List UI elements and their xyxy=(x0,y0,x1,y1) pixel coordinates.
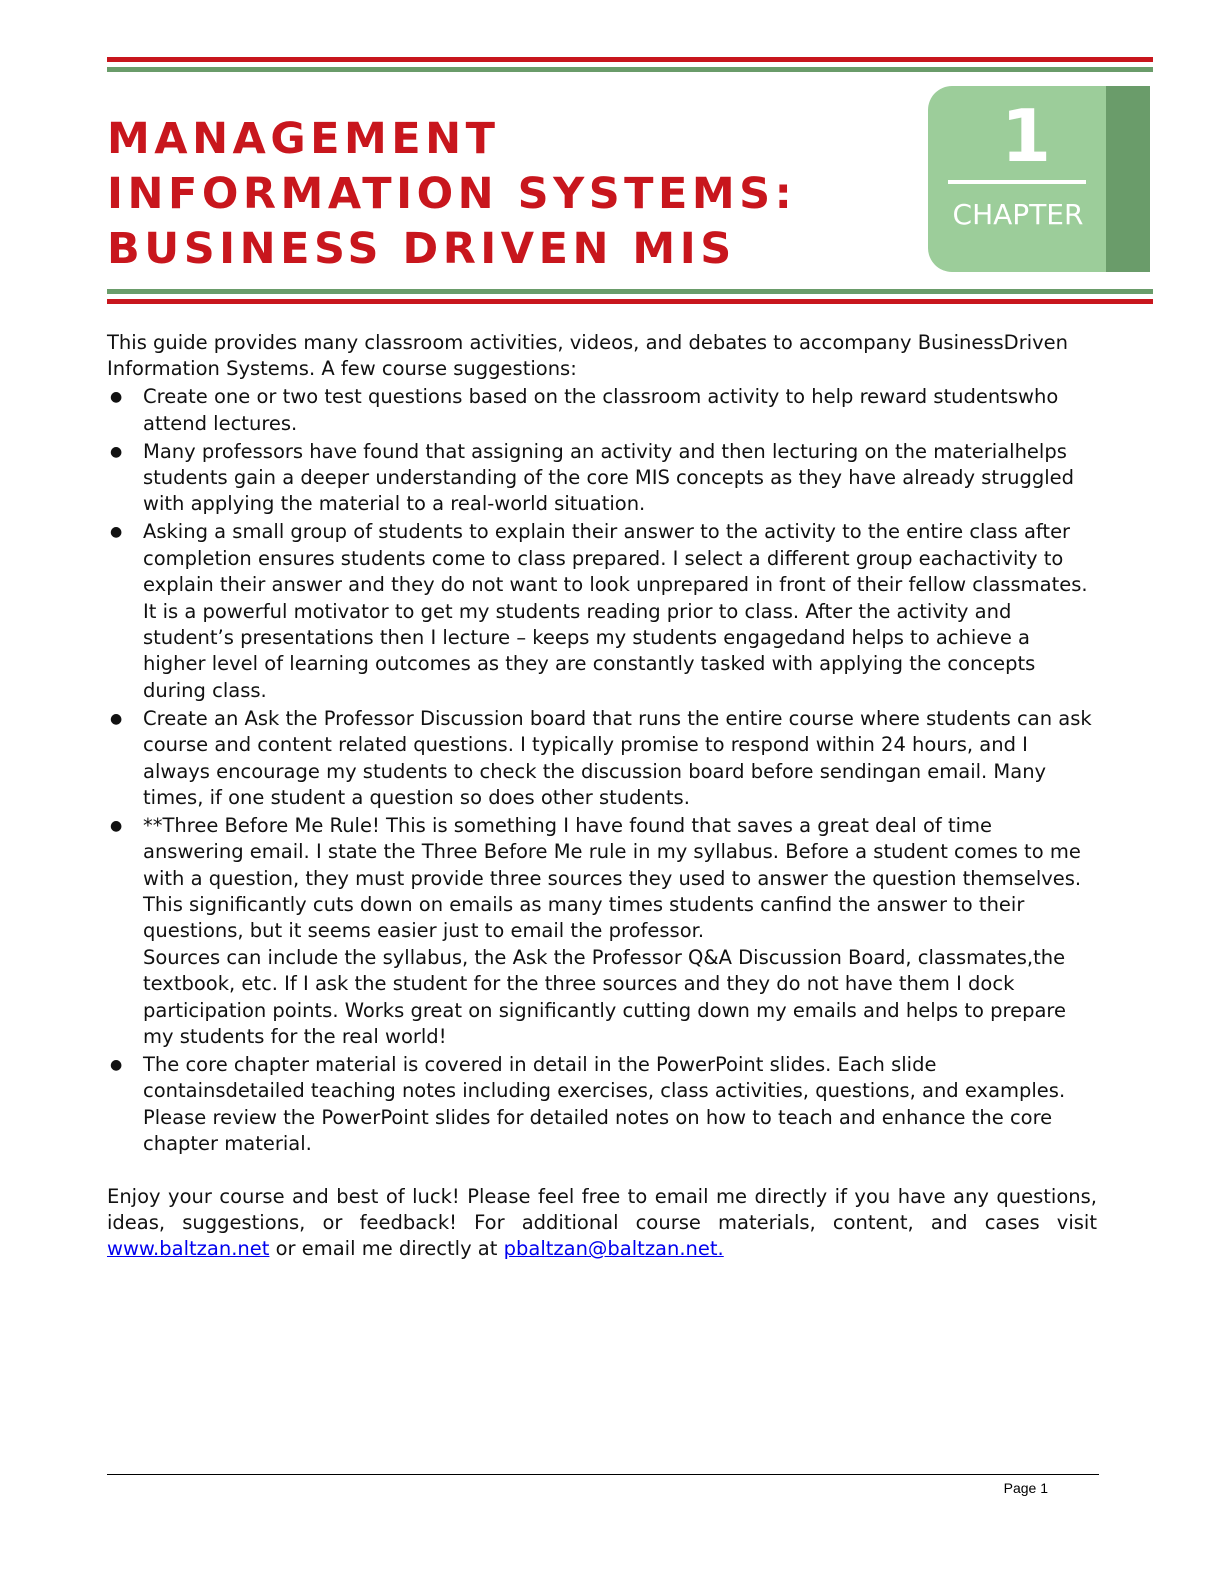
closing-text: Enjoy your course and best of luck! Please feel free to email me directly if you have any questions, ideas, suggestions, or feedback! For additional course materials, content, and cases visit xyxy=(107,1184,1097,1234)
list-item-text: **Three Before Me Rule! This is something I have found that saves a great deal of time answering email. I state the Three Before Me rule in my syllabus. Before a student comes to me with a question, they must provide three sources they used to answer the question themselves. This significantly cuts down on emails as many times students canfind the answer to their questions, but it seems easier just to email the professor. xyxy=(143,813,1082,943)
footer-divider xyxy=(107,1474,1099,1475)
chapter-badge-divider xyxy=(948,180,1086,184)
page-title xyxy=(107,112,796,277)
header-rule-red-bottom xyxy=(107,299,1153,304)
header-rule-red-top xyxy=(107,57,1153,62)
list-item-text: Create an Ask the Professor Discussion board that runs the entire course where students can ask course and content related questions. I typically promise to respond within 24 hours, and I always encourage my students to check the discussion board before sendingan email. Many times, if one student a question so does other students. xyxy=(143,706,1092,809)
title-line-1: MANAGEMENT xyxy=(107,114,500,164)
bullet-icon: ● xyxy=(110,1056,123,1073)
chapter-badge xyxy=(928,86,1150,272)
title-line-3: BUSINESS DRIVEN MIS xyxy=(107,224,736,274)
list-item xyxy=(107,813,1097,1051)
bullet-icon: ● xyxy=(110,817,123,834)
chapter-label: CHAPTER xyxy=(952,198,1084,231)
list-item xyxy=(107,1052,1097,1158)
closing-middle-text: or email me directly at xyxy=(269,1237,504,1261)
guide-body xyxy=(107,330,1097,1263)
header-rule-green-bottom xyxy=(107,289,1153,294)
chapter-number: 1 xyxy=(1000,94,1052,178)
intro-paragraph: This guide provides many classroom activities, videos, and debates to accompany BusinessDriven Information Systems. A few course suggestions: xyxy=(107,331,1069,381)
list-item xyxy=(107,519,1097,704)
page-number: Page 1 xyxy=(1003,1480,1048,1496)
list-item xyxy=(107,384,1097,437)
email-link[interactable]: pbaltzan@baltzan.net. xyxy=(503,1237,724,1261)
list-item-text: Many professors have found that assigning an activity and then lecturing on the materialhelps students gain a deeper understanding of the core MIS concepts as they have already struggled with applying the material to a real-world situation. xyxy=(143,439,1075,516)
chapter-badge-strip xyxy=(1106,86,1150,272)
bullet-icon: ● xyxy=(110,389,123,406)
bullet-icon: ● xyxy=(110,443,123,460)
list-item-text: Create one or two test questions based on the classroom activity to help reward studentswho attend lectures. xyxy=(143,385,1059,435)
bullet-icon: ● xyxy=(110,524,123,541)
list-item xyxy=(107,706,1097,812)
header-rule-green-top xyxy=(107,67,1153,72)
suggestion-list xyxy=(107,384,1097,1157)
website-link[interactable]: www.baltzan.net xyxy=(107,1237,270,1261)
title-line-2: INFORMATION SYSTEMS: xyxy=(107,169,797,219)
closing-paragraph xyxy=(107,1184,1097,1263)
list-item-text: Asking a small group of students to explain their answer to the activity to the entire class after completion ensures students come to class prepared. I select a different group eachactivity to explain their answer and they do not want to look unprepared in front of their fellow classmates. It is a powerful motivator to get my students reading prior to class. After the activity and student’s presentations then I lecture – keeps my students engagedand helps to achieve a higher level of learning outcomes as they are constantly tasked with applying the concepts during class. xyxy=(143,520,1088,702)
bullet-icon: ● xyxy=(110,710,123,727)
list-item-text: The core chapter material is covered in detail in the PowerPoint slides. Each slide containsdetailed teaching notes including exercises, class activities, questions, and examples. Please review the PowerPoint slides for detailed notes on how to teach and enhance the core chapter material. xyxy=(143,1052,1066,1156)
list-item xyxy=(107,439,1097,518)
list-item-text: Sources can include the syllabus, the Ask the Professor Q&A Discussion Board, classmates,the textbook, etc. If I ask the student for the three sources and they do not have them I dock participation points. Works great on significantly cutting down my emails and helps to prepare my students for the real world! xyxy=(143,945,1066,1049)
